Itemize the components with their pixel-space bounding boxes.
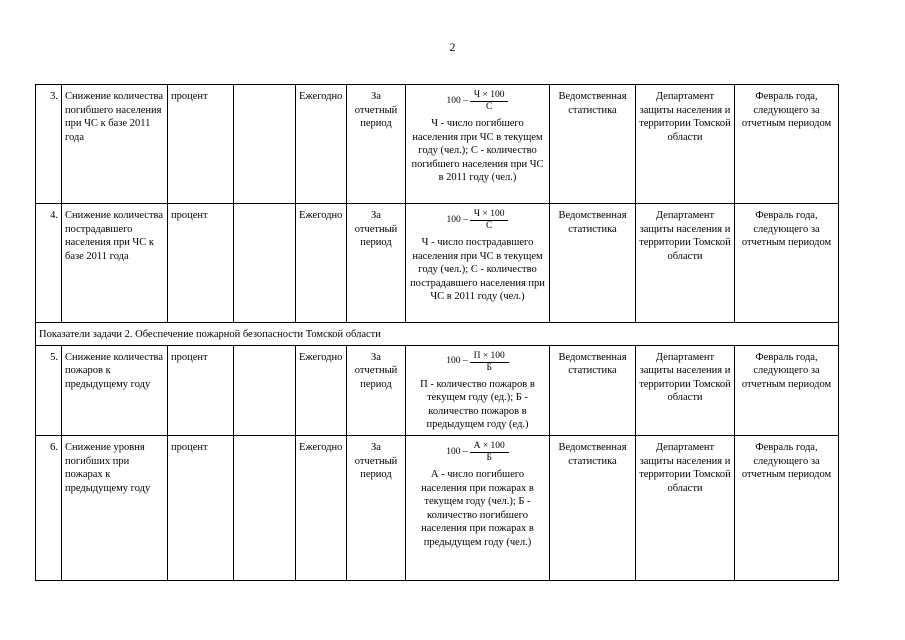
deadline: Февраль года, следующего за отчетным периодом [735, 435, 839, 580]
frequency: Ежегодно [296, 85, 347, 204]
formula-legend: Ч - число пострадавшего населения при ЧС в текущем году (чел.); С - количество пострадавшего населения при ЧС в 2011 году (чел.) [410, 237, 545, 303]
responsible-body: Департамент защиты населения и территории Томской области [636, 85, 735, 204]
time-period: За отчетный период [347, 345, 406, 435]
formula-denominator: С [486, 102, 493, 112]
unit-of-measure: процент [168, 204, 234, 323]
responsible-body: Департамент защиты населения и территории Томской области [636, 435, 735, 580]
formula-legend: Ч - число погибшего населения при ЧС в текущем году (чел.); С - количество погибшего населения при ЧС в 2011 году (чел.) [411, 118, 544, 184]
formula [409, 441, 546, 464]
frequency: Ежегодно [296, 435, 347, 580]
calculation-method [406, 85, 550, 204]
time-period: За отчетный период [347, 435, 406, 580]
empty-cell [234, 435, 296, 580]
calculation-method [406, 345, 550, 435]
deadline: Февраль года, следующего за отчетным периодом [735, 204, 839, 323]
formula-numerator: П × 100 [470, 351, 509, 363]
formula-numerator: Ч × 100 [470, 209, 509, 221]
unit-of-measure: процент [168, 435, 234, 580]
formula-fraction [470, 351, 509, 374]
formula-lead: 100 – [446, 95, 468, 106]
formula-numerator: А × 100 [470, 441, 509, 453]
calculation-method [406, 204, 550, 323]
responsible-body: Департамент защиты населения и территории Томской области [636, 204, 735, 323]
empty-cell [234, 204, 296, 323]
indicator-name: Снижение количества пострадавшего населения при ЧС к базе 2011 года [62, 204, 168, 323]
row-number: 4. [36, 204, 62, 323]
formula-lead: 100 – [446, 356, 468, 367]
indicators-table [35, 84, 839, 581]
table-row [36, 435, 839, 580]
time-period: За отчетный период [347, 204, 406, 323]
data-source: Ведомственная статистика [550, 435, 636, 580]
indicator-name: Снижение количества погибшего населения при ЧС к базе 2011 года [62, 85, 168, 204]
section-heading: Показатели задачи 2. Обеспечение пожарной безопасности Томской области [36, 323, 839, 346]
formula-numerator: Ч × 100 [470, 90, 509, 102]
formula-legend: П - количество пожаров в текущем году (ед.); Б - количество пожаров в предыдущем году (ед.) [420, 378, 535, 431]
empty-cell [234, 345, 296, 435]
section-row [36, 323, 839, 346]
unit-of-measure: процент [168, 345, 234, 435]
responsible-body: Департамент защиты населения и территории Томской области [636, 345, 735, 435]
formula-fraction [470, 90, 509, 113]
page-number: 2 [449, 40, 456, 54]
formula [409, 351, 546, 374]
empty-cell [234, 85, 296, 204]
row-number: 6. [36, 435, 62, 580]
calculation-method [406, 435, 550, 580]
data-source: Ведомственная статистика [550, 85, 636, 204]
data-source: Ведомственная статистика [550, 345, 636, 435]
time-period: За отчетный период [347, 85, 406, 204]
formula-legend: А - число погибшего населения при пожарах в текущем году (чел.); Б - количество погибшего населения при пожарах в предыдущем году (чел.) [421, 468, 534, 548]
formula-fraction [470, 209, 509, 232]
formula-lead: 100 – [446, 214, 468, 225]
table-row [36, 85, 839, 204]
row-number: 5. [36, 345, 62, 435]
formula-denominator: Б [486, 452, 492, 463]
table-row [36, 204, 839, 323]
indicator-name: Снижение уровня погибших при пожарах к предыдущему году [62, 435, 168, 580]
formula-fraction [470, 441, 509, 464]
frequency: Ежегодно [296, 345, 347, 435]
row-number: 3. [36, 85, 62, 204]
deadline: Февраль года, следующего за отчетным периодом [735, 345, 839, 435]
formula-denominator: Б [486, 362, 492, 373]
formula-lead: 100 – [446, 446, 468, 457]
formula [409, 90, 546, 113]
indicator-name: Снижение количества пожаров к предыдущему году [62, 345, 168, 435]
unit-of-measure: процент [168, 85, 234, 204]
formula-denominator: С [486, 221, 493, 231]
frequency: Ежегодно [296, 204, 347, 323]
deadline: Февраль года, следующего за отчетным периодом [735, 85, 839, 204]
table-row [36, 345, 839, 435]
formula [409, 209, 546, 232]
data-source: Ведомственная статистика [550, 204, 636, 323]
